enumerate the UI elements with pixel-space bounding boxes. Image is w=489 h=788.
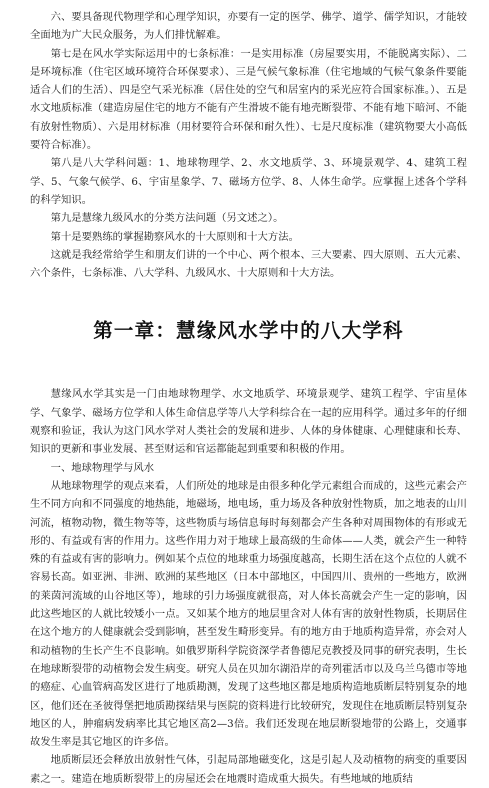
paragraph-eight-disciplines: 第八是八大学科问题：1、地球物理学、2、水文地质学、3、环境景观学、4、建筑工程学、5、气象气候学、6、宇宙星象学、7、磁场方位学、8、人体生命学。应掌握上述各个学科的科学知识。 xyxy=(30,157,467,206)
paragraph-geophysics: 从地球物理学的观点来看，人们所处的地球是由很多种化学元素组合而成的，这些元素会产生不同方向和不同强度的地热能，地磁场，地电场，重力场及各种放射性物质，加之地表的山川河流，植物动物，微生物等等，这些物质与场信息每时每刻都会产生各种对周围物体的有形或无形的、有益或有害的作用力。这些作用力对于地球上最高级的生命体——人类，就会产生一种特殊的有益或有害的影响力。例如某个点位的地球重力场强度越高，长期生活在这个点位的人就不容易长高。如亚洲、非洲、欧洲的某些地区（日本中部地区，中国四川、贵州的一些地方，欧洲的莱茵河流域的山谷地区等），地球的引力场强度就很高，对人体长高就会产生一定的影响，因此这些地区的人就比较矮小一点。又如某个地方的地层里含对人体有害的放射性物质，长期居住在这个地方的人健康就会受到影响，甚至发生畸形变异。有的地方由于地质构造异常，亦会对人和动植物的生长产生不良影响。如俄罗斯科学院资深学者鲁德尼克教授及同事的研究表明，生长在地球断裂带的动植物会发生病变。研究人员在贝加尔湖沿岸的奇列霍活市以及乌兰乌德市等地的癌症、心血管病高发区进行了地质勘测，发现了这些地区都是地质构造地质断层特别复杂的地区，他们还在圣彼得堡把地质勘探结果与医院的资料进行比较研究，发现住在地质断层特别复杂地区的人，肿瘤病发病率比其它地区高2—3倍。我们还发现在地层断裂地带的公路上，交通事故发生率是其它地区的许多倍。 xyxy=(30,479,467,749)
section-heading-geophysics: 一、地球物理学与风水 xyxy=(50,461,155,474)
paragraph-fault-layers: 地质断层还会释放出放射性气体，引起局部地磁变化，这是引起人及动植物的病变的重要因素之一。建造在地质断裂带上的房屋还会在地震时造成重大损失。有些地域的地质结 xyxy=(30,754,467,785)
paragraph-six-knowledge: 六、要具备现代物理学和心理学知识，亦要有一定的医学、佛学、道学、儒学知识，才能较全面地为广大民众服务，为人们排忧解难。 xyxy=(30,11,467,42)
paragraph-seven-standards: 第七是在风水学实际运用中的七条标准：一是实用标准（房屋要实用，不能脱离实际）、二是环境标准（住宅区域环境符合环保要求）、三是气候气象标准（住宅地域的气候气象条件要能适合人们的生活）、四是空气采光标准（居住处的空气和居室内的采光应符合国家标准。）、五是水文地质标准（建造房屋住宅的地方不能有产生滑坡不能有地壳断裂带、不能有地下暗河、不能有放射性物质）、六是用材标准（用材要符合环保和耐久性）、七是尺度标准（建筑物要大小高低要符合标准）。 xyxy=(30,47,467,152)
paragraph-summary: 这就是我经常给学生和朋友们讲的一个中心、两个根本、三大要素、四大原则、五大元素、六个条件，七条标准、八大学科、九级风水、十大原则和十大方法。 xyxy=(30,248,467,280)
paragraph-ten-principles: 第十是要熟练的掌握勘察风水的十大原则和十大方法。 xyxy=(50,230,299,243)
paragraph-nine-classification: 第九是慧缘九级风水的分类方法问题（另文述之）。 xyxy=(50,212,284,225)
paragraph-intro: 慧缘风水学其实是一门由地球物理学、水文地质学、环境景观学、建筑工程学、宇宙星体学、气象学、磁场方位学和人体生命信息学等八大学科综合在一起的应用科学。通过多年的仔细观察和验证，我认为这门风水学对人类社会的发展和进步、人体的身体健康、心理健康和长寿、知识的更新和事业发展、甚至财运和官运都能起到重要和积极的作用。 xyxy=(30,388,467,456)
chapter-title: 第一章：慧缘风水学中的八大学科 xyxy=(93,319,404,343)
